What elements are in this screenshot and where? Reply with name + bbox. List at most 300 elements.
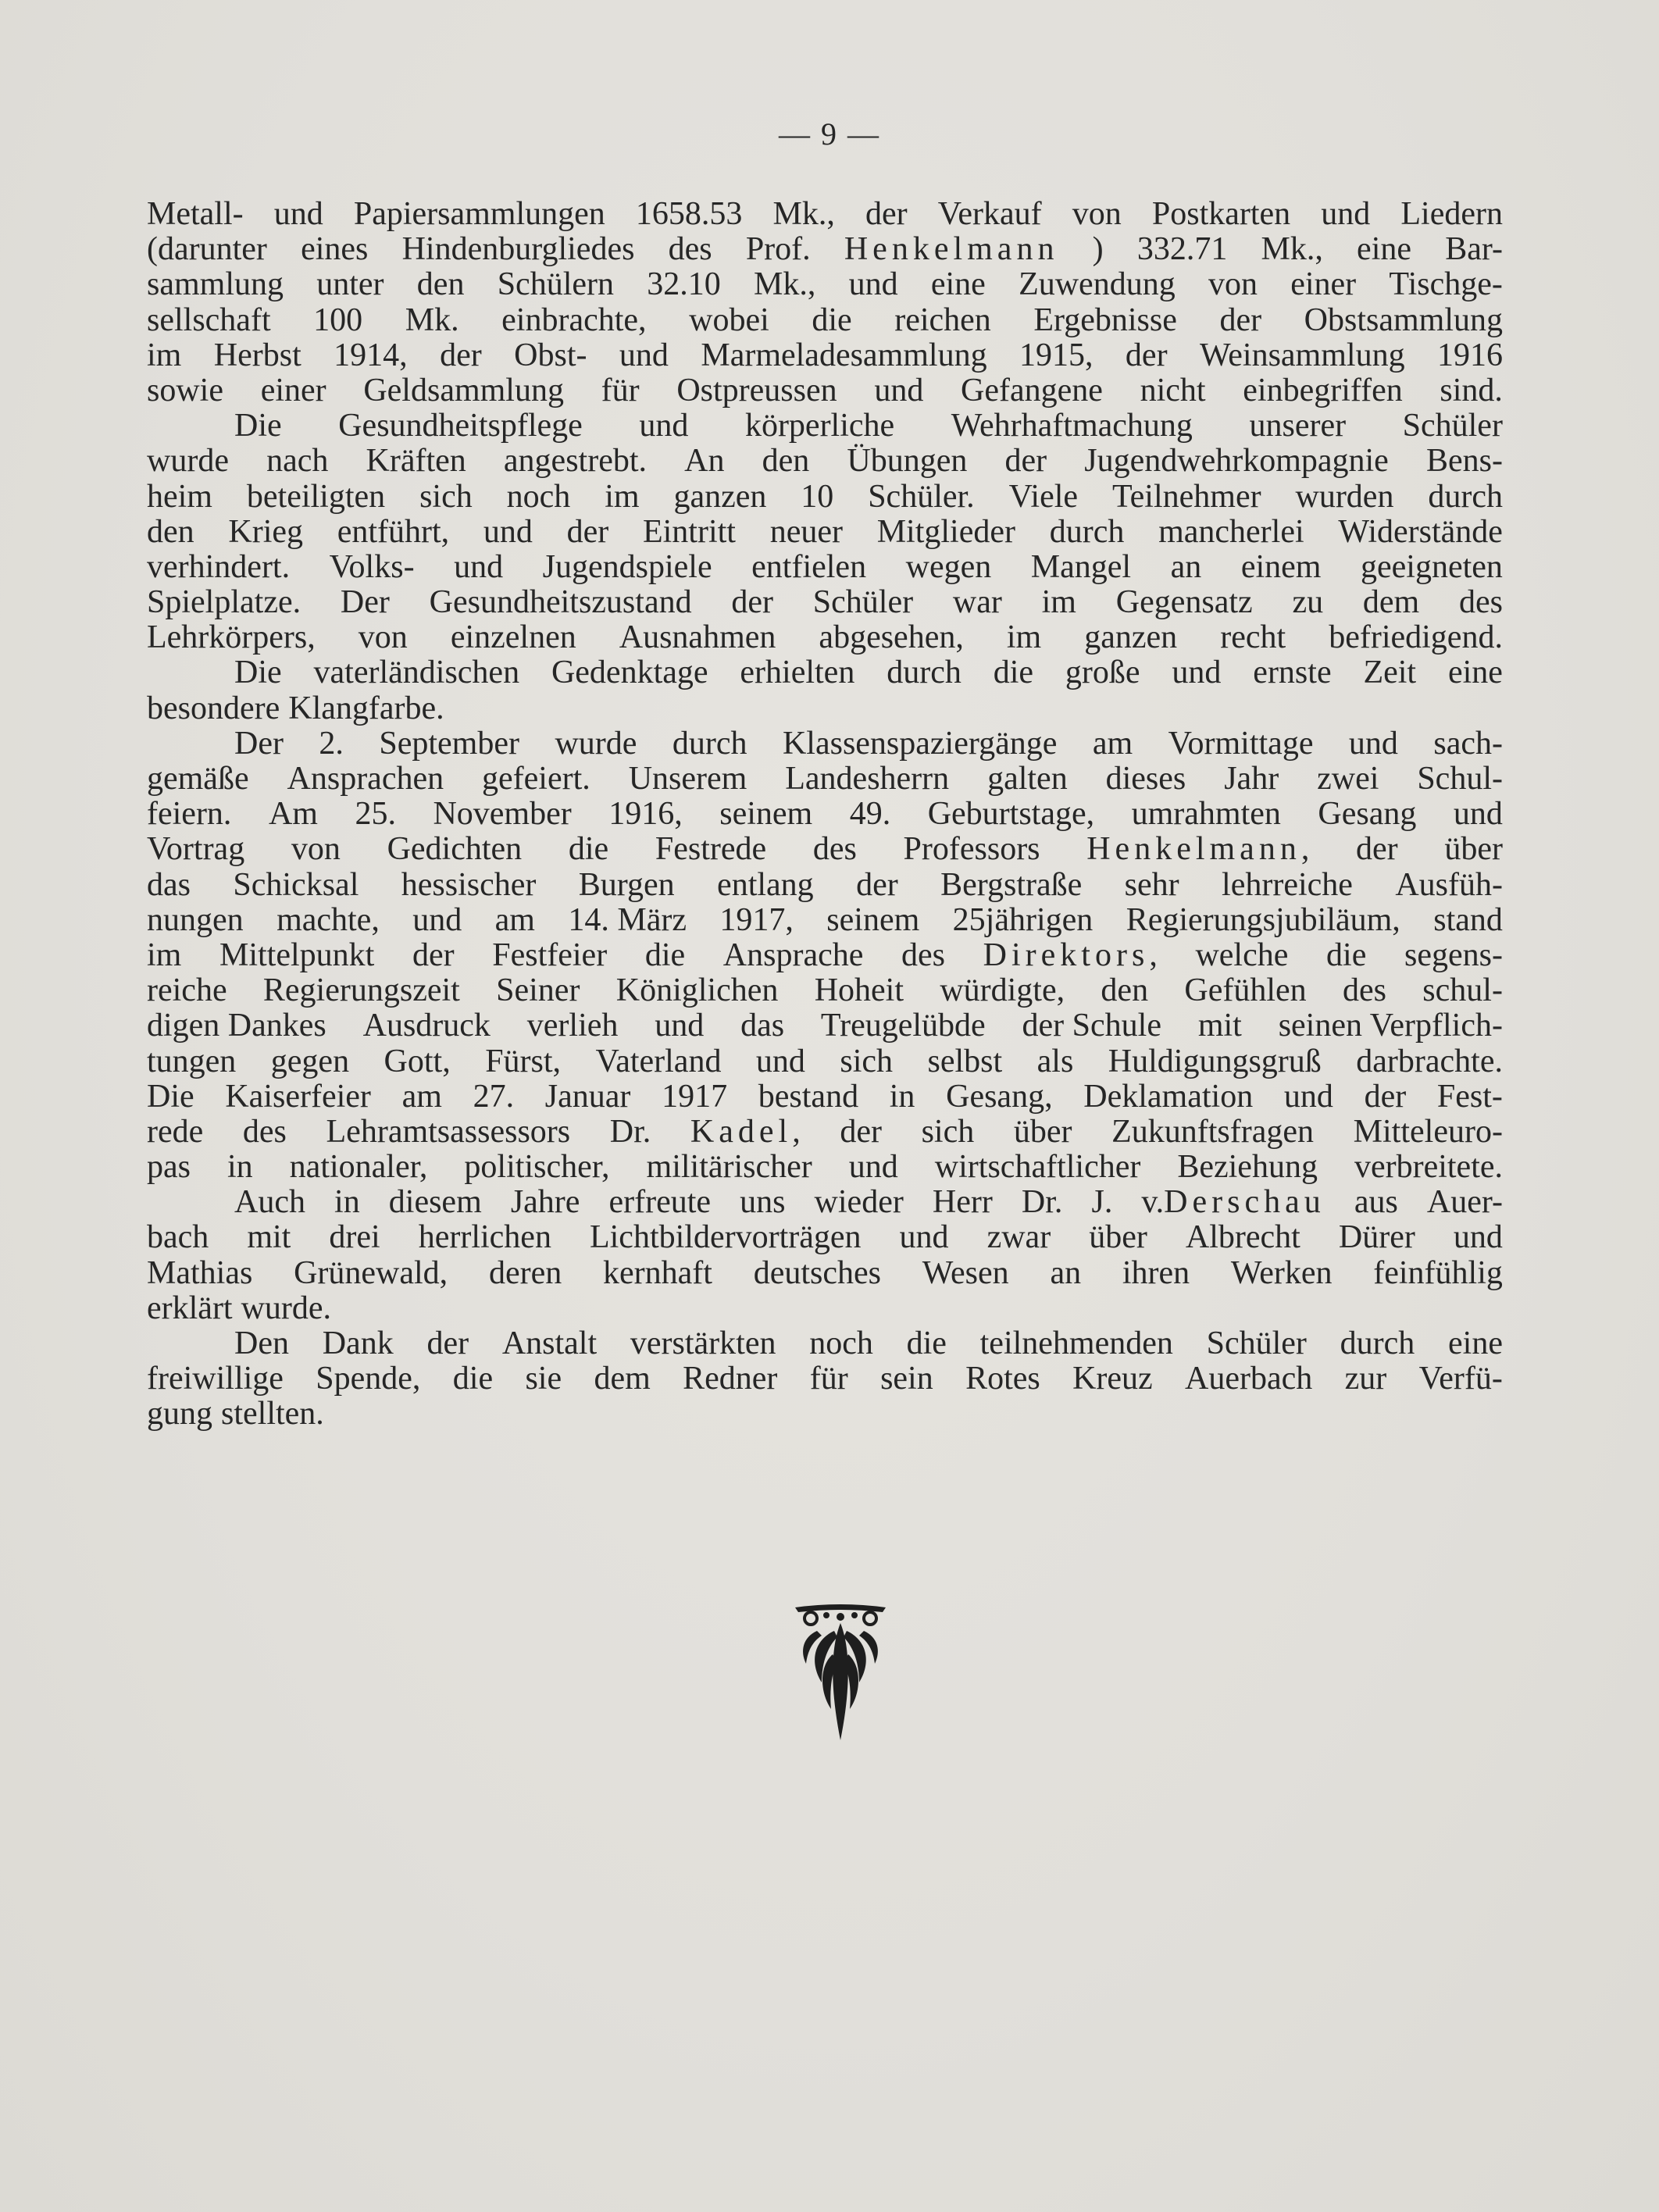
word: und [1321,197,1371,232]
word: Ausnahmen [619,620,776,656]
word: Schicksal [233,867,359,903]
word: machte, [276,902,380,938]
text-line [147,267,1503,302]
word: Gedichten [387,832,523,868]
word: und [1453,797,1503,833]
text-line [147,444,1503,479]
word: mancherlei [1158,514,1304,550]
word: tungen [147,1044,237,1079]
word: Herbst [213,337,301,373]
word: Viele [1008,479,1079,515]
word: 100 [313,302,363,338]
word: Mathias [147,1255,253,1291]
word: befriedigend. [1329,620,1503,656]
word: diesem [388,1185,482,1221]
word: der [1125,337,1168,373]
word: wirtschaftlicher [934,1150,1141,1186]
word: 49. [849,797,891,833]
word: Seiner [496,973,580,1009]
word: Bergstraße [940,867,1083,903]
word: Unserem [628,762,747,797]
word: Ausfüh- [1395,867,1503,903]
word: nationaler, [289,1150,428,1186]
word: Gott, [384,1044,451,1079]
word: seinem [719,797,813,833]
word: Den [234,1326,289,1361]
text-line [147,1361,1503,1397]
text-line [147,1326,1503,1361]
word: Huldigungsgruß [1108,1044,1322,1079]
word: die [568,832,609,868]
word: Die [147,1079,194,1115]
word: die [644,937,686,973]
word: Obstsammlung [1304,302,1503,338]
word: eine [1448,1326,1503,1361]
word: der [840,1114,882,1150]
text-line [147,338,1503,373]
word: im [1041,585,1076,621]
text-line [147,409,1503,444]
word: Schul- [1417,762,1503,797]
word: Schüler [1402,409,1503,444]
word: Mk., [1261,232,1323,268]
word: Klangfarbe. [288,690,444,726]
word: Hindenburgliedes [401,232,635,268]
word: Vortrag [147,832,245,868]
word: wurden [1295,479,1394,515]
word: J. [1091,1185,1113,1221]
word: 2. [319,726,344,762]
word: sein [880,1361,933,1397]
word: Mitglieder [876,514,1015,550]
word: Mittelpunkt [219,937,375,973]
word: seinem [826,902,920,938]
word: Widerstände [1338,514,1503,550]
word: über [1444,832,1503,868]
word: Treugelübde [820,1008,986,1044]
word: Redner [683,1361,778,1397]
word: Gedenktage [551,655,708,691]
word: Wesen [922,1255,1009,1291]
word: lehrreiche [1222,867,1353,903]
word: Jahre [510,1185,580,1221]
word: v.Derschau [1141,1185,1325,1221]
word: 1915, [1019,337,1094,373]
word: den [416,267,465,303]
word: sind. [1440,373,1503,409]
text-line [147,1079,1503,1115]
word: über [1013,1114,1072,1150]
word: den [1101,973,1149,1009]
word: der [440,337,482,373]
word: Verfü- [1418,1361,1503,1397]
text-line [147,726,1503,762]
word: Liedern [1400,197,1503,232]
word: Burgen [578,867,675,903]
word: Professors [903,832,1040,868]
word: ) [1092,232,1104,268]
word: Fest- [1436,1079,1503,1115]
word: freiwillige [147,1361,284,1397]
word: wurde [555,726,637,762]
word: 27. [473,1079,515,1115]
word: recht [1220,620,1286,656]
word: Königlichen [615,973,779,1009]
word: 1916, [608,797,683,833]
word: deutsches [753,1255,881,1291]
word: Grünewald, [294,1255,448,1291]
word: digen Dankes [147,1008,326,1044]
word: Regierungsjubiläum, [1126,902,1400,938]
word: einzelnen [450,620,576,656]
word: eine [1447,655,1503,691]
word: Deklamation [1083,1079,1254,1115]
word: Mk. [405,302,459,338]
word: deren [488,1255,562,1291]
word: stand [1433,902,1503,938]
text-line [147,762,1503,797]
word: in [227,1150,253,1186]
text-line [147,1256,1503,1291]
word: beteiligten [246,479,386,515]
word: Eintritt [642,514,736,550]
word: uns [740,1185,786,1221]
word: mit [1197,1008,1242,1044]
word: und [1453,1220,1503,1256]
word: rede [147,1114,204,1150]
word: Gesang, [946,1079,1053,1115]
word: stellten. [221,1397,324,1432]
word: sich [419,479,473,515]
word: nicht [1140,373,1206,409]
word: sie [525,1361,562,1397]
word: gefeiert. [482,762,590,797]
word: 25jährigen [952,902,1094,938]
word: der [566,514,609,550]
word: Dr. [609,1114,651,1150]
word: Jugendspiele [542,549,712,585]
word: des [901,937,946,973]
word: Gesang [1318,797,1417,833]
word: entlang [717,867,814,903]
word: für [809,1361,848,1397]
word: Henkelmann [844,232,1059,268]
word: Mitteleuro- [1353,1114,1503,1150]
word: Mangel [1030,549,1132,585]
text-line [147,1150,1503,1185]
word: war [952,585,1002,621]
word: Dank [322,1326,394,1361]
word: wobei [689,302,769,338]
text-line [147,585,1503,620]
word: sammlung [147,267,284,303]
word: eine [1357,232,1411,268]
word: und [639,409,689,444]
word: Lehrkörpers, [147,620,316,656]
word: und [273,197,323,232]
word: Metall- [147,197,244,232]
word: Rotes [965,1361,1040,1397]
ornament-icon [790,1600,890,1745]
word: verstärkten [630,1326,776,1361]
word: von [358,620,408,656]
word: Spielplatze. [147,585,301,621]
word: zwar [986,1220,1051,1256]
word: körperliche [744,409,895,444]
word: Gesundheitszustand [429,585,692,621]
word: 1658.53 [635,197,743,232]
word: wurde. [241,1290,332,1326]
word: schul- [1422,973,1503,1009]
word: Werken [1230,1255,1333,1291]
word: 1916 [1437,337,1503,373]
word: am [494,902,535,938]
word: den [762,444,810,480]
word: der [731,585,774,621]
word: im [147,337,182,373]
text-line [147,797,1503,832]
text-line [147,868,1503,903]
word: an [1170,549,1202,585]
word: noch [506,479,571,515]
word: der [1364,1079,1407,1115]
word: ganzen [673,479,767,515]
word: nungen [147,902,244,938]
page-number: — 9 — [779,116,880,152]
word: Direktors, [983,937,1158,973]
word: gegen [270,1044,350,1079]
word: und [655,1008,705,1044]
word: des [1342,973,1386,1009]
word: galten [987,762,1068,797]
word: erfreute [608,1185,712,1221]
word: Obst- [514,337,587,373]
word: (darunter [147,232,267,268]
word: Ansprachen [287,762,444,797]
word: einer [1290,267,1357,303]
word: an [1050,1255,1082,1291]
word: Prof. [745,232,811,268]
word: vaterländischen [313,655,520,691]
word: Schüler. [868,479,975,515]
word: 25. [355,797,396,833]
word: November [433,797,572,833]
text-line [147,232,1503,267]
word: der [1356,832,1398,868]
word: reiche [147,973,227,1009]
word: der [865,197,908,232]
word: umrahmten [1131,797,1281,833]
word: als [1036,1044,1074,1079]
word: die [452,1361,494,1397]
word: Auer- [1426,1185,1503,1221]
word: Der [234,726,284,762]
text-line [147,1291,1503,1326]
word: im [147,937,182,973]
word: Der [340,585,390,621]
body-text [147,197,1503,1432]
word: gung [147,1397,212,1432]
text-line [147,691,1503,726]
word: Januar [544,1079,631,1115]
word: sich [921,1114,975,1150]
word: Klassenspaziergänge [782,726,1058,762]
word: des [668,232,712,268]
word: unserer [1249,409,1347,444]
word: Albrecht [1185,1220,1300,1256]
word: der [426,1326,469,1361]
word: Kaiserfeier [225,1079,371,1115]
word: Postkarten [1151,197,1291,232]
word: 1917, [719,902,794,938]
word: seinen Verpflich- [1278,1008,1503,1044]
word: mit [247,1220,291,1256]
word: und [848,267,898,303]
word: Ostpreussen [676,373,837,409]
word: Jugendwehrkompagnie [1084,444,1389,480]
word: des [812,832,857,868]
word: und [1172,655,1222,691]
word: und [755,1044,805,1079]
text-line [147,1397,1503,1432]
word: am [1092,726,1133,762]
word: sich [840,1044,894,1079]
text-line [147,480,1503,515]
word: ernste [1253,655,1332,691]
word: und [899,1220,949,1256]
text-line [147,903,1503,938]
word: durch [1049,514,1125,550]
word: erklärt [147,1290,233,1326]
word: dem [594,1361,651,1397]
text-line [147,620,1503,655]
word: Festrede [655,832,767,868]
word: einbrachte, [501,302,647,338]
word: reichen [894,302,991,338]
word: 1914, [334,337,408,373]
word: das [740,1008,785,1044]
text-line [147,832,1503,867]
word: Festfeier [492,937,608,973]
word: Gefangene [961,373,1103,409]
word: Lichtbildervorträgen [589,1220,862,1256]
word: Ansprache [722,937,864,973]
word: zu [1292,585,1324,621]
word: des [242,1114,287,1150]
word: Geburtstage, [927,797,1095,833]
word: der Schule [1022,1008,1161,1044]
word: hessischer [401,867,537,903]
word: über [1089,1220,1147,1256]
word: Am [268,797,318,833]
word: Marmeladesammlung [701,337,987,373]
text-line [147,373,1503,409]
word: am [401,1079,442,1115]
word: und [874,373,924,409]
word: von [291,832,341,868]
word: ihren [1122,1255,1190,1291]
word: feinfühlig [1373,1255,1503,1291]
word: und [1348,726,1398,762]
word: segens- [1404,937,1503,973]
word: und [483,514,533,550]
word: würdigte, [940,973,1065,1009]
word: Kräften [366,444,466,480]
word: im [605,479,640,515]
word: Verkauf [937,197,1042,232]
word: politischer, [464,1150,610,1186]
word: 1917 [662,1079,728,1115]
word: verlieh [526,1008,619,1044]
text-line [147,303,1503,338]
word: dieses [1105,762,1186,797]
word: gemäße [147,762,249,797]
word: die [906,1326,947,1361]
word: militärischer [646,1150,812,1186]
word: 10 [801,479,834,515]
word: Ergebnisse [1033,302,1177,338]
word: Bar- [1445,232,1503,268]
word: Kreuz [1072,1361,1153,1397]
word: wieder [814,1185,904,1221]
word: Zukunftsfragen [1111,1114,1315,1150]
word: durch [672,726,747,762]
word: verhindert. [147,549,291,585]
word: einem [1240,549,1322,585]
word: Die [234,655,282,691]
text-line [147,655,1503,690]
word: sowie [147,373,223,409]
word: Bens- [1425,444,1503,480]
word: die [812,302,852,338]
word: sellschaft [147,302,271,338]
word: Gegensatz [1115,585,1253,621]
word: Landesherrn [785,762,950,797]
word: Regierungszeit [262,973,460,1009]
word: Volks- [329,549,415,585]
word: der [1004,444,1047,480]
word: noch [809,1326,873,1361]
word: September [379,726,519,762]
word: durch [1428,479,1503,515]
word: Jahr [1224,762,1279,797]
word: herrlichen [418,1220,551,1256]
text-line [147,1008,1503,1044]
word: Auch [234,1185,305,1221]
word: Zuwendung [1019,267,1176,303]
word: die [993,655,1034,691]
word: und [1283,1079,1333,1115]
word: ganzen [1084,620,1178,656]
word: Auerbach [1185,1361,1313,1397]
word: zur [1344,1361,1387,1397]
word: Teilnehmer [1111,479,1261,515]
word: eines [301,232,369,268]
word: Herr [932,1185,993,1221]
word: darbrachte. [1356,1044,1503,1079]
word: und [848,1150,898,1186]
word: Gesundheitspflege [338,409,583,444]
text-line [147,550,1503,585]
text-line [147,1044,1503,1079]
word: die [1326,937,1367,973]
word: und [412,902,462,938]
text-line [147,515,1503,550]
word: nach [266,444,329,480]
word: sehr [1124,867,1179,903]
word: Anstalt [501,1326,598,1361]
word: neuer [769,514,843,550]
